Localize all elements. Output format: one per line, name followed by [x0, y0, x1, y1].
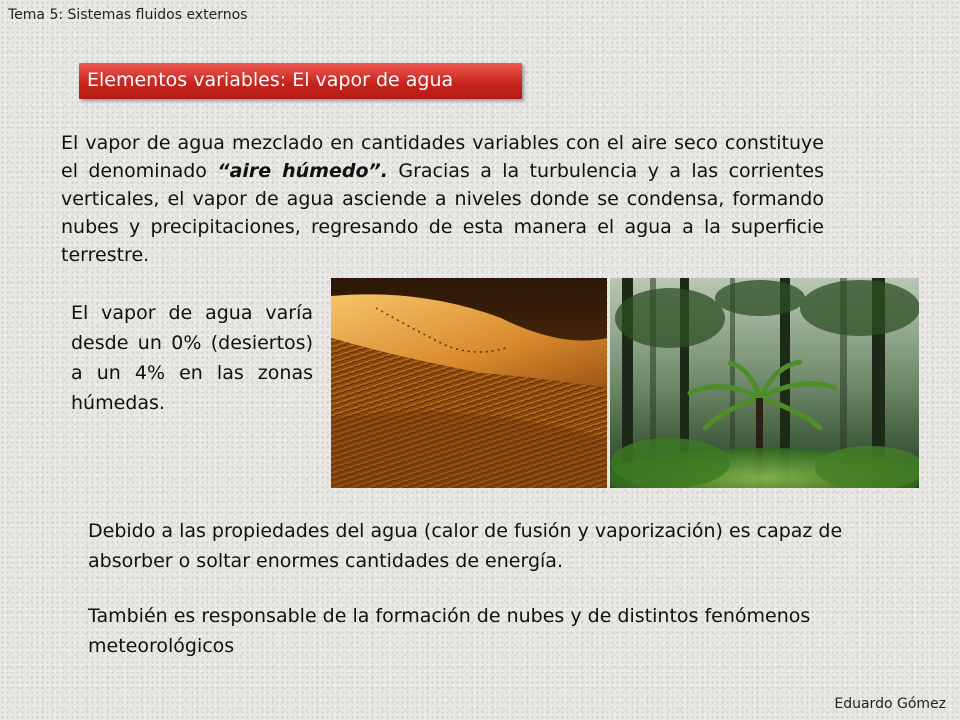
bottom-paragraph-clouds: También es responsable de la formación de nubes y de distintos fenómenos meteorológicos: [88, 605, 811, 657]
main-paragraph-emphasis: “aire húmedo”.: [217, 160, 388, 182]
footer-author: Eduardo Gómez: [834, 696, 946, 712]
main-paragraph-part1: El vapor de agua mezclado en cantidades variables con el aire seco constituye el denominado: [61, 132, 824, 182]
slide-topic-header: Tema 5: Sistemas fluidos externos: [8, 7, 248, 23]
slide-title: Elementos variables: El vapor de agua: [87, 69, 454, 91]
humid-forest-image: [610, 278, 919, 488]
bottom-paragraph-energy: Debido a las propiedades del agua (calor de fusión y vaporización) es capaz de absorber o soltar enormes cantidades de energía.: [88, 520, 843, 572]
main-paragraph: [61, 129, 824, 269]
side-paragraph: El vapor de agua varía desde un 0% (desiertos) a un 4% en las zonas húmedas.: [71, 302, 313, 414]
slide-title-banner: [79, 63, 522, 99]
desert-dunes-image: [331, 278, 607, 488]
main-paragraph-part2: Gracias a la turbulencia y a las corrientes verticales, el vapor de agua asciende a niveles donde se condensa, formando nubes y precipitaciones, regresando de esta manera el agua a la superficie terrestre.: [61, 160, 824, 266]
